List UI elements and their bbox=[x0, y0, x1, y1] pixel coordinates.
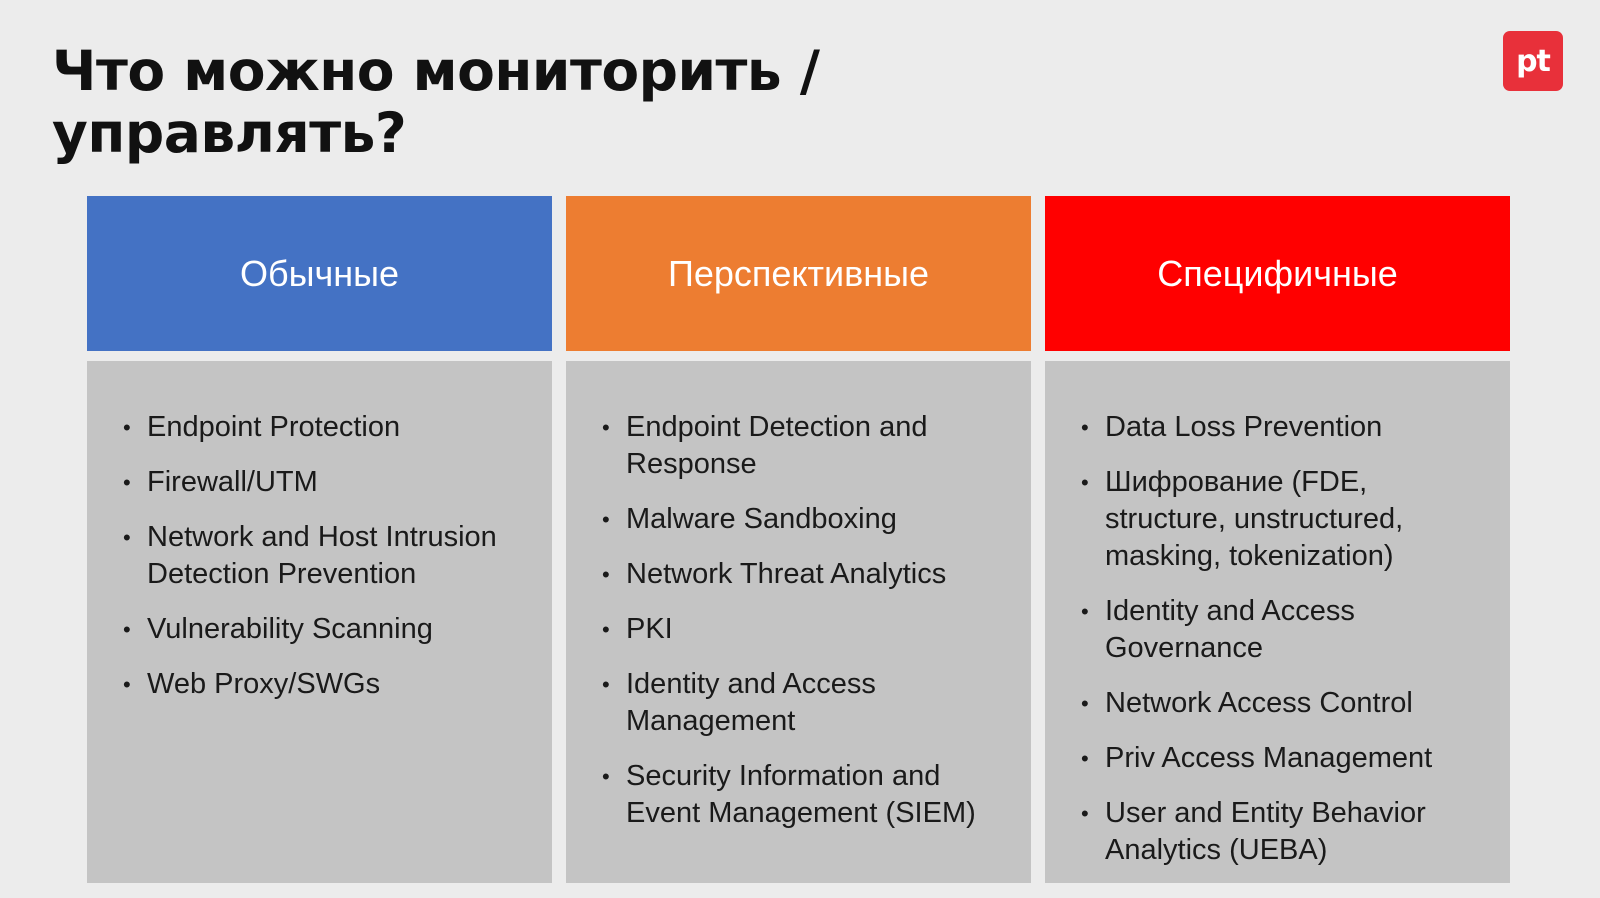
column-body bbox=[1045, 361, 1510, 883]
column-specific bbox=[1045, 196, 1510, 883]
slide-title bbox=[52, 40, 819, 164]
list-item: • Identity and Access Management bbox=[602, 666, 1011, 740]
pt-logo-icon: pt bbox=[1503, 31, 1563, 91]
list-item: • User and Entity Behavior Analytics (UEBA) bbox=[1081, 795, 1490, 869]
list-item: • Priv Access Management bbox=[1081, 740, 1490, 777]
column-header-label: Специфичные bbox=[1157, 252, 1398, 294]
list-item: • Identity and Access Governance bbox=[1081, 593, 1490, 667]
list-item: • Data Loss Prevention bbox=[1081, 409, 1490, 446]
column-header-label: Обычные bbox=[239, 252, 400, 294]
list-item: • Network Access Control bbox=[1081, 685, 1490, 722]
list-item: • Malware Sandboxing bbox=[602, 501, 1011, 538]
item-list bbox=[1081, 409, 1490, 869]
column-header bbox=[1045, 196, 1510, 351]
column-header-label: Перспективные bbox=[667, 252, 930, 294]
slide-title-line-1: Что можно мониторить / bbox=[52, 39, 820, 103]
list-item: • Network Threat Analytics bbox=[602, 556, 1011, 593]
item-list bbox=[123, 409, 532, 703]
list-item: • PKI bbox=[602, 611, 1011, 648]
column-header bbox=[566, 196, 1031, 351]
slide-title-line-2: управлять? bbox=[52, 101, 407, 165]
list-item: • Endpoint Protection bbox=[123, 409, 532, 446]
column-regular bbox=[87, 196, 552, 883]
column-body bbox=[566, 361, 1031, 883]
list-item: • Network and Host Intrusion Detection Prevention bbox=[123, 519, 532, 593]
column-header bbox=[87, 196, 552, 351]
item-list bbox=[602, 409, 1011, 832]
list-item: • Endpoint Detection and Response bbox=[602, 409, 1011, 483]
list-item: • Vulnerability Scanning bbox=[123, 611, 532, 648]
list-item: • Firewall/UTM bbox=[123, 464, 532, 501]
list-item: • Security Information and Event Management (SIEM) bbox=[602, 758, 1011, 832]
list-item: • Шифрование (FDE, structure, unstructured, masking, tokenization) bbox=[1081, 464, 1490, 575]
list-item: • Web Proxy/SWGs bbox=[123, 666, 532, 703]
column-body bbox=[87, 361, 552, 883]
column-prospective bbox=[566, 196, 1031, 883]
